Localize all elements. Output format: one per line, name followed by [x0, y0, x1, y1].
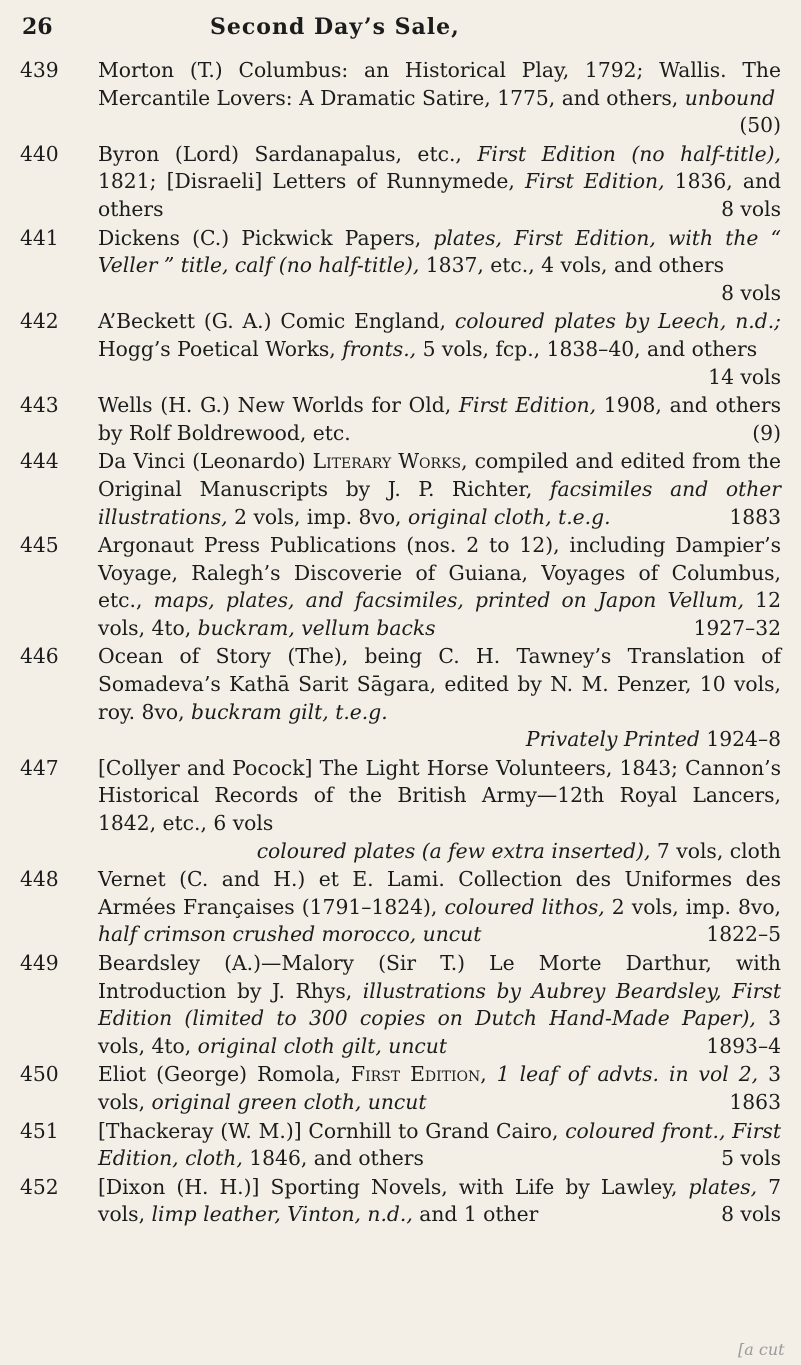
lot-description: [98, 1118, 781, 1173]
lot-text: Ocean of Story (The), being C. H. Tawney’s Translation of Somadeva’s Kathā Sarit Sāgara, edited by N. M. Penzer, 10 vols, roy. 8vo,: [98, 644, 781, 724]
lot-text: [Thackeray (W. M.)] Cornhill to Grand Cairo,: [98, 1118, 566, 1143]
lot-quantity: 1883: [729, 504, 781, 529]
lot-text: 2 vols, imp. 8vo,: [227, 504, 408, 529]
lot-text: maps, plates, and facsimiles, printed on Japon Vellum,: [153, 588, 745, 613]
lot-text: 2 vols, imp. 8vo,: [604, 894, 781, 919]
lot-text: [Dixon (H. H.)] Sporting Novels, with Life by Lawley,: [98, 1174, 689, 1199]
lot-entry: [0, 1118, 801, 1173]
lot-text: First Edition (no half-title),: [477, 141, 781, 166]
lot-entry: [0, 532, 801, 642]
lot-entry: [0, 448, 801, 531]
lot-number: 442: [20, 309, 59, 334]
lot-text: 1821; [Disraeli] Letters of Runnymede,: [98, 169, 525, 194]
lot-text: 1836, and others: [98, 169, 782, 221]
lot-text: Da Vinci (Leonardo): [98, 449, 313, 474]
lot-quantity: 7 vols, cloth: [656, 838, 781, 863]
lot-entry: [0, 1061, 801, 1116]
lot-imprint: [98, 838, 781, 866]
lot-number: 443: [20, 393, 59, 418]
lot-text: facsimiles and other illustrations,: [98, 476, 781, 529]
lot-entry: [0, 643, 801, 753]
lot-text: A’Beckett (G. A.) Comic England,: [98, 309, 455, 334]
lot-number: 440: [20, 141, 59, 166]
lot-text: fronts.,: [342, 336, 417, 361]
page-number: 26: [22, 14, 53, 40]
lot-text: 1 leaf of advts. in vol 2,: [486, 1062, 759, 1087]
lot-description: [98, 225, 781, 308]
lot-text: Literary Works: [312, 449, 462, 474]
lot-entry: [0, 392, 801, 447]
lot-entry: [0, 950, 801, 1060]
lot-quantity: 1893–4: [706, 1033, 781, 1058]
lot-text: Morton (T.) Columbus: an Historical Play, 1792; Wallis. The Mercantile Lovers: A Dramatic Satire, 1775, and others,: [98, 58, 781, 110]
lot-quantity: 8 vols: [721, 1202, 781, 1227]
lot-entry: [0, 866, 801, 949]
lot-number: 441: [20, 225, 59, 250]
lot-description: [98, 643, 781, 753]
lot-imprint: [98, 726, 781, 754]
lot-text: First Edition,: [524, 169, 665, 194]
lot-text: First Edition,: [351, 1062, 487, 1087]
lot-text: 7 vols,: [98, 1174, 781, 1227]
lot-description: [98, 1061, 781, 1116]
lot-quantity: 8 vols: [721, 196, 781, 221]
lot-number: 450: [20, 1062, 59, 1087]
lot-text: 5 vols, fcp., 1838–40, and others: [416, 336, 758, 361]
lot-text: Dickens (C.) Pickwick Papers,: [98, 225, 434, 250]
lot-number: 449: [20, 951, 59, 975]
lot-description: [98, 1174, 781, 1229]
lot-text: coloured front., First Edition, cloth,: [98, 1118, 781, 1171]
lot-quantity: 1822–5: [706, 922, 781, 947]
lot-text: Privately Printed: [525, 727, 707, 752]
lot-quantity: 1924–8: [706, 727, 781, 752]
lot-text: coloured plates by Leech, n.d.;: [454, 309, 781, 334]
lot-description: [98, 755, 781, 865]
lot-text: plates, First Edition, with the “ Veller ” title, calf (no half-title),: [98, 225, 781, 278]
lot-number: 446: [20, 644, 59, 669]
lot-description: [98, 950, 781, 1060]
lot-text: illustrations by Aubrey Beardsley, First Edition (limited to 300 copies on Dutch Hand-Made Paper),: [98, 978, 781, 1031]
lot-text: Vernet (C. and H.) et E. Lami. Collection des Uniformes des Armées Françaises (1791–1824),: [98, 867, 781, 919]
lot-text: Beardsley (A.)—Malory (Sir T.) Le Morte Darthur, with Introduction by J. Rhys,: [98, 951, 781, 1003]
lot-number: 447: [20, 755, 59, 780]
lot-entry: [0, 308, 801, 391]
lot-text: and 1 other: [412, 1202, 539, 1227]
lot-quantity: 1863: [729, 1089, 781, 1114]
page-header: [22, 14, 781, 50]
lot-text: [Collyer and Pocock] The Light Horse Volunteers, 1843; Cannon’s Historical Records of the British Army—12th Royal Lancers, 1842, etc., 6 vols: [98, 755, 781, 836]
lot-text: 1837, etc., 4 vols, and others: [419, 253, 725, 278]
lot-entry: [0, 1174, 801, 1229]
lot-text: Hogg’s Poetical Works,: [98, 336, 343, 361]
lot-quantity: (50): [739, 113, 781, 138]
lot-entry: [0, 225, 801, 308]
lot-description: [98, 141, 781, 224]
lot-text: original cloth, t.e.g.: [407, 504, 611, 529]
lot-number: 445: [20, 533, 59, 558]
lot-description: [98, 392, 781, 447]
lot-text: coloured lithos,: [444, 894, 605, 919]
lot-text: buckram gilt, t.e.g.: [191, 699, 388, 724]
lot-number: 451: [20, 1118, 59, 1143]
handwritten-annotation: [a cut: [738, 1340, 785, 1359]
lot-description: [98, 532, 781, 642]
lot-text: 1846, and others: [242, 1146, 424, 1171]
lot-description: [98, 308, 781, 391]
lot-quantity: 1927–32: [693, 615, 781, 640]
page-title: Second Day’s Sale,: [210, 14, 460, 40]
lot-text: Byron (Lord) Sardanapalus, etc.,: [98, 141, 478, 166]
lot-text: , compiled and edited from the Original Manuscripts by J. P. Richter,: [98, 449, 782, 501]
lot-text: Argonaut Press Publications (nos. 2 to 12), including Dampier’s Voyage, Ralegh’s Discoverie of Guiana, Voyages of Columbus, etc.,: [98, 533, 781, 613]
lot-text: coloured plates (a few extra inserted),: [256, 838, 657, 863]
lot-description: [98, 866, 781, 949]
lot-number: 444: [20, 449, 59, 474]
lot-text: plates,: [688, 1174, 758, 1199]
lot-text: Eliot (George) Romola,: [98, 1062, 352, 1087]
lot-quantity: 5 vols: [721, 1146, 781, 1171]
lot-text: unbound: [684, 85, 776, 110]
lot-entry: [0, 755, 801, 865]
lot-list: [0, 57, 801, 1230]
lot-text: limp leather, Vinton, n.d.,: [151, 1202, 413, 1227]
lot-text: original green cloth, uncut: [151, 1089, 427, 1114]
lot-text: 1908, and others by Rolf Boldrewood, etc.: [98, 393, 781, 445]
lot-entry: [0, 141, 801, 224]
lot-text: 3 vols, 4to,: [98, 1006, 781, 1058]
lot-number: 439: [20, 58, 59, 82]
lot-text: buckram, vellum backs: [197, 615, 436, 640]
lot-description: [98, 57, 781, 140]
lot-quantity: 14 vols: [708, 364, 781, 389]
lot-text: half crimson crushed morocco, uncut: [98, 922, 482, 947]
lot-quantity: (9): [752, 420, 781, 445]
lot-number: 448: [20, 867, 59, 892]
lot-quantity: 8 vols: [721, 280, 781, 305]
lot-text: 3 vols,: [98, 1062, 781, 1114]
lot-text: First Edition,: [458, 393, 597, 418]
lot-entry: [0, 57, 801, 140]
lot-text: 12 vols, 4to,: [98, 588, 781, 640]
lot-text: original cloth gilt, uncut: [197, 1033, 447, 1058]
lot-text: Wells (H. G.) New Worlds for Old,: [98, 393, 459, 418]
lot-description: [98, 448, 781, 531]
lot-number: 452: [20, 1174, 59, 1199]
